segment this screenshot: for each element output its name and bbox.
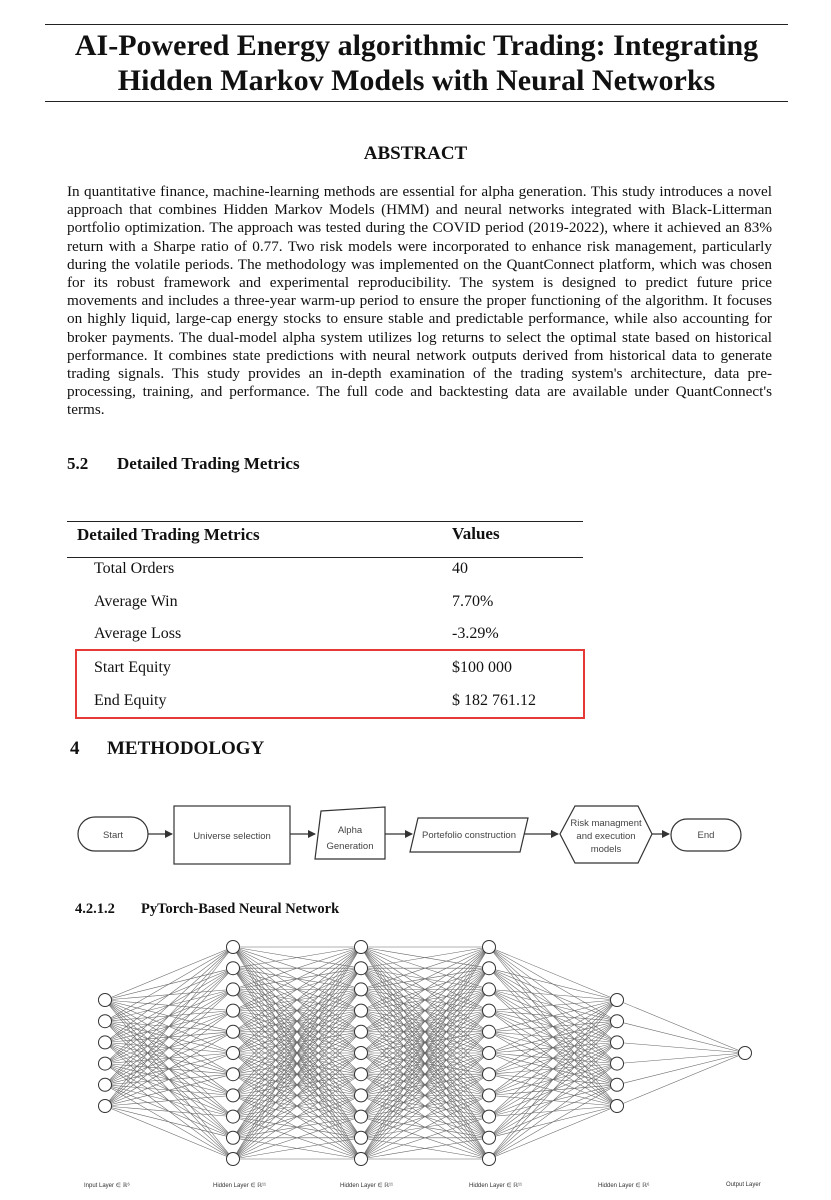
network-node — [483, 962, 496, 975]
section-5-2-heading — [67, 454, 300, 474]
title-top-rule — [45, 24, 788, 25]
network-node — [227, 1131, 240, 1144]
table-row-value: $ 182 761.12 — [452, 692, 536, 709]
network-node — [611, 1078, 624, 1091]
network-node — [355, 1153, 368, 1166]
flow-universe-label: Universe selection — [193, 831, 271, 842]
section-title: Detailed Trading Metrics — [117, 454, 300, 473]
network-node — [611, 1015, 624, 1028]
network-node — [483, 1025, 496, 1038]
network-edge — [105, 1095, 233, 1106]
network-edge — [105, 947, 233, 1042]
paper-title-line-2: Hidden Markov Models with Neural Networks — [117, 64, 716, 97]
network-node — [99, 1036, 112, 1049]
network-node — [355, 1047, 368, 1060]
network-edge — [489, 1085, 617, 1159]
flow-alpha-label-2: Generation — [326, 841, 374, 852]
network-edge — [105, 1053, 233, 1106]
network-node — [227, 1089, 240, 1102]
network-node — [227, 941, 240, 954]
layer-label-input: Input Layer ∈ ℝ⁶ — [84, 1183, 130, 1189]
network-edge — [105, 1106, 233, 1117]
flow-start-label: Start — [102, 830, 124, 841]
flow-risk-label-2: and execution — [576, 831, 636, 842]
network-edge — [617, 1053, 745, 1106]
network-node — [483, 983, 496, 996]
table-row-value: 7.70% — [452, 593, 494, 610]
network-edge — [489, 1000, 617, 1095]
network-edge — [105, 1074, 233, 1106]
paper-title-line-1: AI-Powered Energy algorithmic Trading: Integrating — [74, 29, 759, 62]
network-node — [611, 1100, 624, 1113]
table-row-value: 40 — [452, 560, 468, 577]
network-edge — [489, 1021, 617, 1159]
title-bottom-rule — [45, 101, 788, 102]
flow-portfolio-label: Portefolio construction — [422, 830, 516, 841]
network-edge — [489, 1000, 617, 1053]
network-node — [355, 1089, 368, 1102]
network-node — [739, 1047, 752, 1060]
network-edge — [617, 1042, 745, 1053]
network-edge — [489, 1000, 617, 1011]
network-node — [227, 1153, 240, 1166]
section-4-2-1-2-heading — [75, 901, 339, 918]
network-edge — [617, 1021, 745, 1053]
table-row-label: Start Equity — [94, 659, 171, 676]
network-edge — [489, 1000, 617, 1117]
network-edges — [105, 947, 745, 1159]
table-header-value: Values — [452, 524, 500, 543]
network-node — [227, 1068, 240, 1081]
network-edge — [617, 1053, 745, 1085]
network-node — [99, 1100, 112, 1113]
network-edge — [489, 947, 617, 1000]
network-node — [99, 994, 112, 1007]
network-edge — [489, 1042, 617, 1159]
network-node — [227, 1047, 240, 1060]
network-node — [99, 1015, 112, 1028]
section-number: 4 — [70, 738, 80, 759]
network-node — [355, 1025, 368, 1038]
network-node — [99, 1057, 112, 1070]
network-node — [483, 1068, 496, 1081]
abstract-heading: ABSTRACT — [363, 143, 468, 164]
network-node — [611, 1036, 624, 1049]
table-row-value: -3.29% — [452, 625, 499, 642]
network-node — [227, 1025, 240, 1038]
flow-alpha-label-1: Alpha — [337, 825, 363, 836]
layer-label-hidden-4: Hidden Layer ∈ ℝ⁶ — [598, 1183, 650, 1189]
network-node — [227, 983, 240, 996]
network-node — [227, 1110, 240, 1123]
network-node — [355, 983, 368, 996]
equity-highlight-box — [75, 649, 585, 719]
methodology-flow-diagram — [0, 790, 831, 880]
network-edge — [105, 1106, 233, 1138]
table-row-label: End Equity — [94, 692, 167, 709]
table-row-value: $100 000 — [452, 659, 512, 676]
network-edge — [105, 1011, 233, 1106]
network-node — [483, 1110, 496, 1123]
network-node — [483, 1004, 496, 1017]
table-row-label: Average Loss — [94, 625, 182, 642]
network-edge — [105, 947, 233, 1021]
network-node — [483, 1047, 496, 1060]
network-edge — [105, 1106, 233, 1159]
network-edge — [489, 1000, 617, 1138]
table-row-label: Total Orders — [94, 560, 175, 577]
network-edge — [489, 1106, 617, 1159]
paper-title — [45, 28, 788, 98]
network-node — [227, 1004, 240, 1017]
network-edge — [617, 1000, 745, 1053]
network-edge — [105, 1032, 233, 1106]
network-node — [483, 1131, 496, 1144]
network-node — [483, 1089, 496, 1102]
abstract-text: In quantitative finance, machine-learning methods are essential for alpha generation. This study introduces a novel approach that combines Hidden Markov Models (HMM) and neural networks integrated with Black-Litterman portfolio optimization. The approach was tested during the COVID period (2019-2022), where it achieved an 83% return with a Sharpe ratio of 0.77. Two risk models were incorporated to enhance risk management, particularly during the volatile periods. The methodology was implemented on the QuantConnect platform, which was chosen for its robust framework and experimental reproducibility. The system is designed to predict future price movements and includes a three-year warm-up period to ensure the proper functioning of the algorithm. It focuses on highly liquid, large-cap energy stocks to ensure stable and predictable performance, while also accounting for broker payments. The dual-model alpha system utilizes log returns to select the optimal state based on historical performance. It combines state predictions with neural network outputs derived from historical data to generate trading signals. This study provides an in-depth examination of the trading system's architecture, data pre-processing, training, and performance. The full code and backtesting data are available under QuantConnect's terms. — [67, 183, 772, 419]
neural-network-diagram — [0, 930, 831, 1175]
network-node — [227, 962, 240, 975]
network-edge — [489, 968, 617, 1000]
network-node — [99, 1078, 112, 1091]
section-title: PyTorch-Based Neural Network — [141, 901, 340, 917]
network-edge — [489, 1000, 617, 1074]
network-edge — [105, 989, 233, 1106]
network-edge — [105, 947, 233, 1106]
table-row-label: Average Win — [94, 593, 178, 610]
section-title: METHODOLOGY — [107, 738, 265, 759]
network-node — [611, 994, 624, 1007]
table-top-rule — [67, 521, 583, 522]
layer-label-hidden-3: Hidden Layer ∈ ℝ¹¹ — [469, 1183, 522, 1189]
network-edge — [489, 1064, 617, 1159]
network-node — [355, 1004, 368, 1017]
network-edge — [489, 1000, 617, 1032]
section-4-heading — [70, 738, 264, 760]
network-edge — [489, 1000, 617, 1159]
network-edge — [105, 947, 233, 1085]
network-edge — [105, 947, 233, 1000]
network-edge — [489, 989, 617, 1000]
network-edge — [617, 1053, 745, 1064]
layer-label-hidden-1: Hidden Layer ∈ ℝ¹¹ — [213, 1183, 266, 1189]
section-number: 5.2 — [67, 454, 89, 473]
flow-risk-label-1: Risk managment — [570, 818, 642, 829]
table-header-metric: Detailed Trading Metrics — [77, 525, 260, 544]
network-node — [355, 1131, 368, 1144]
table-header-rule — [67, 557, 583, 558]
network-node — [483, 941, 496, 954]
network-node — [483, 1153, 496, 1166]
network-edge — [105, 968, 233, 1106]
flow-risk-label-3: models — [590, 844, 622, 855]
network-node — [355, 962, 368, 975]
flow-end-label: End — [697, 830, 715, 841]
network-node — [355, 941, 368, 954]
section-number: 4.2.1.2 — [75, 901, 115, 917]
network-node — [355, 1110, 368, 1123]
network-edge — [105, 947, 233, 1064]
layer-label-hidden-2: Hidden Layer ∈ ℝ¹¹ — [340, 1183, 393, 1189]
network-node — [355, 1068, 368, 1081]
network-node — [611, 1057, 624, 1070]
layer-label-output: Output Layer — [726, 1182, 761, 1188]
